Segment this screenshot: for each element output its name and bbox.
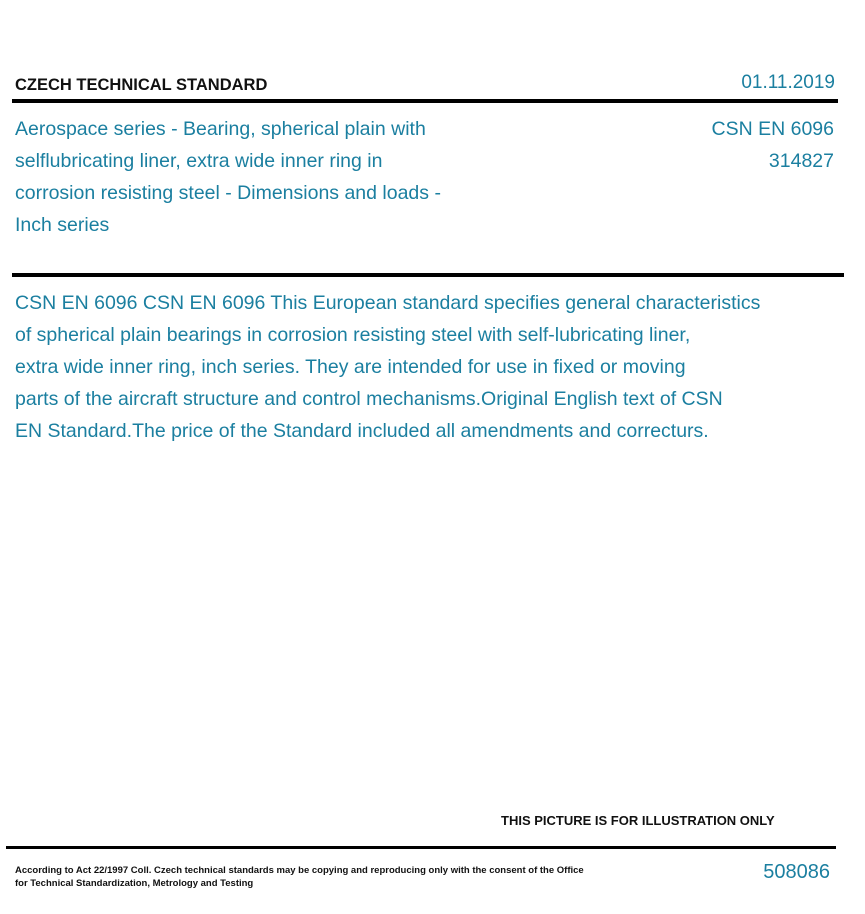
header-label: CZECH TECHNICAL STANDARD <box>15 76 268 94</box>
header-divider <box>12 99 838 103</box>
footer-legal-note: According to Act 22/1997 Coll. Czech technical standards may be copying and reproducing only with the consent of the Office for Technical Standardization, Metrology and Testing <box>15 865 584 889</box>
publication-date: 01.11.2019 <box>741 72 835 93</box>
footer-code: 508086 <box>763 861 830 883</box>
standard-number: CSN EN 6096 <box>711 118 834 140</box>
illustration-note: THIS PICTURE IS FOR ILLUSTRATION ONLY <box>501 813 775 828</box>
standard-identifiers <box>712 113 834 177</box>
footer-divider <box>6 846 836 849</box>
catalog-number: 314827 <box>768 150 834 172</box>
document-title: Aerospace series - Bearing, spherical plain with selflubricating liner, extra wide inner ring in corrosion resisting steel - Dimensions and loads - Inch series <box>15 118 441 236</box>
document-description: CSN EN 6096 CSN EN 6096 This European standard specifies general characteristics of spherical plain bearings in corrosion resisting steel with self-lubricating liner, extra wide inner ring, inch series. They are intended for use in fixed or moving parts of the aircraft structure and control mechanisms.Original English text of CSN EN Standard.The price of the Standard included all amendments and correcturs. <box>15 292 761 442</box>
title-divider <box>12 273 844 277</box>
